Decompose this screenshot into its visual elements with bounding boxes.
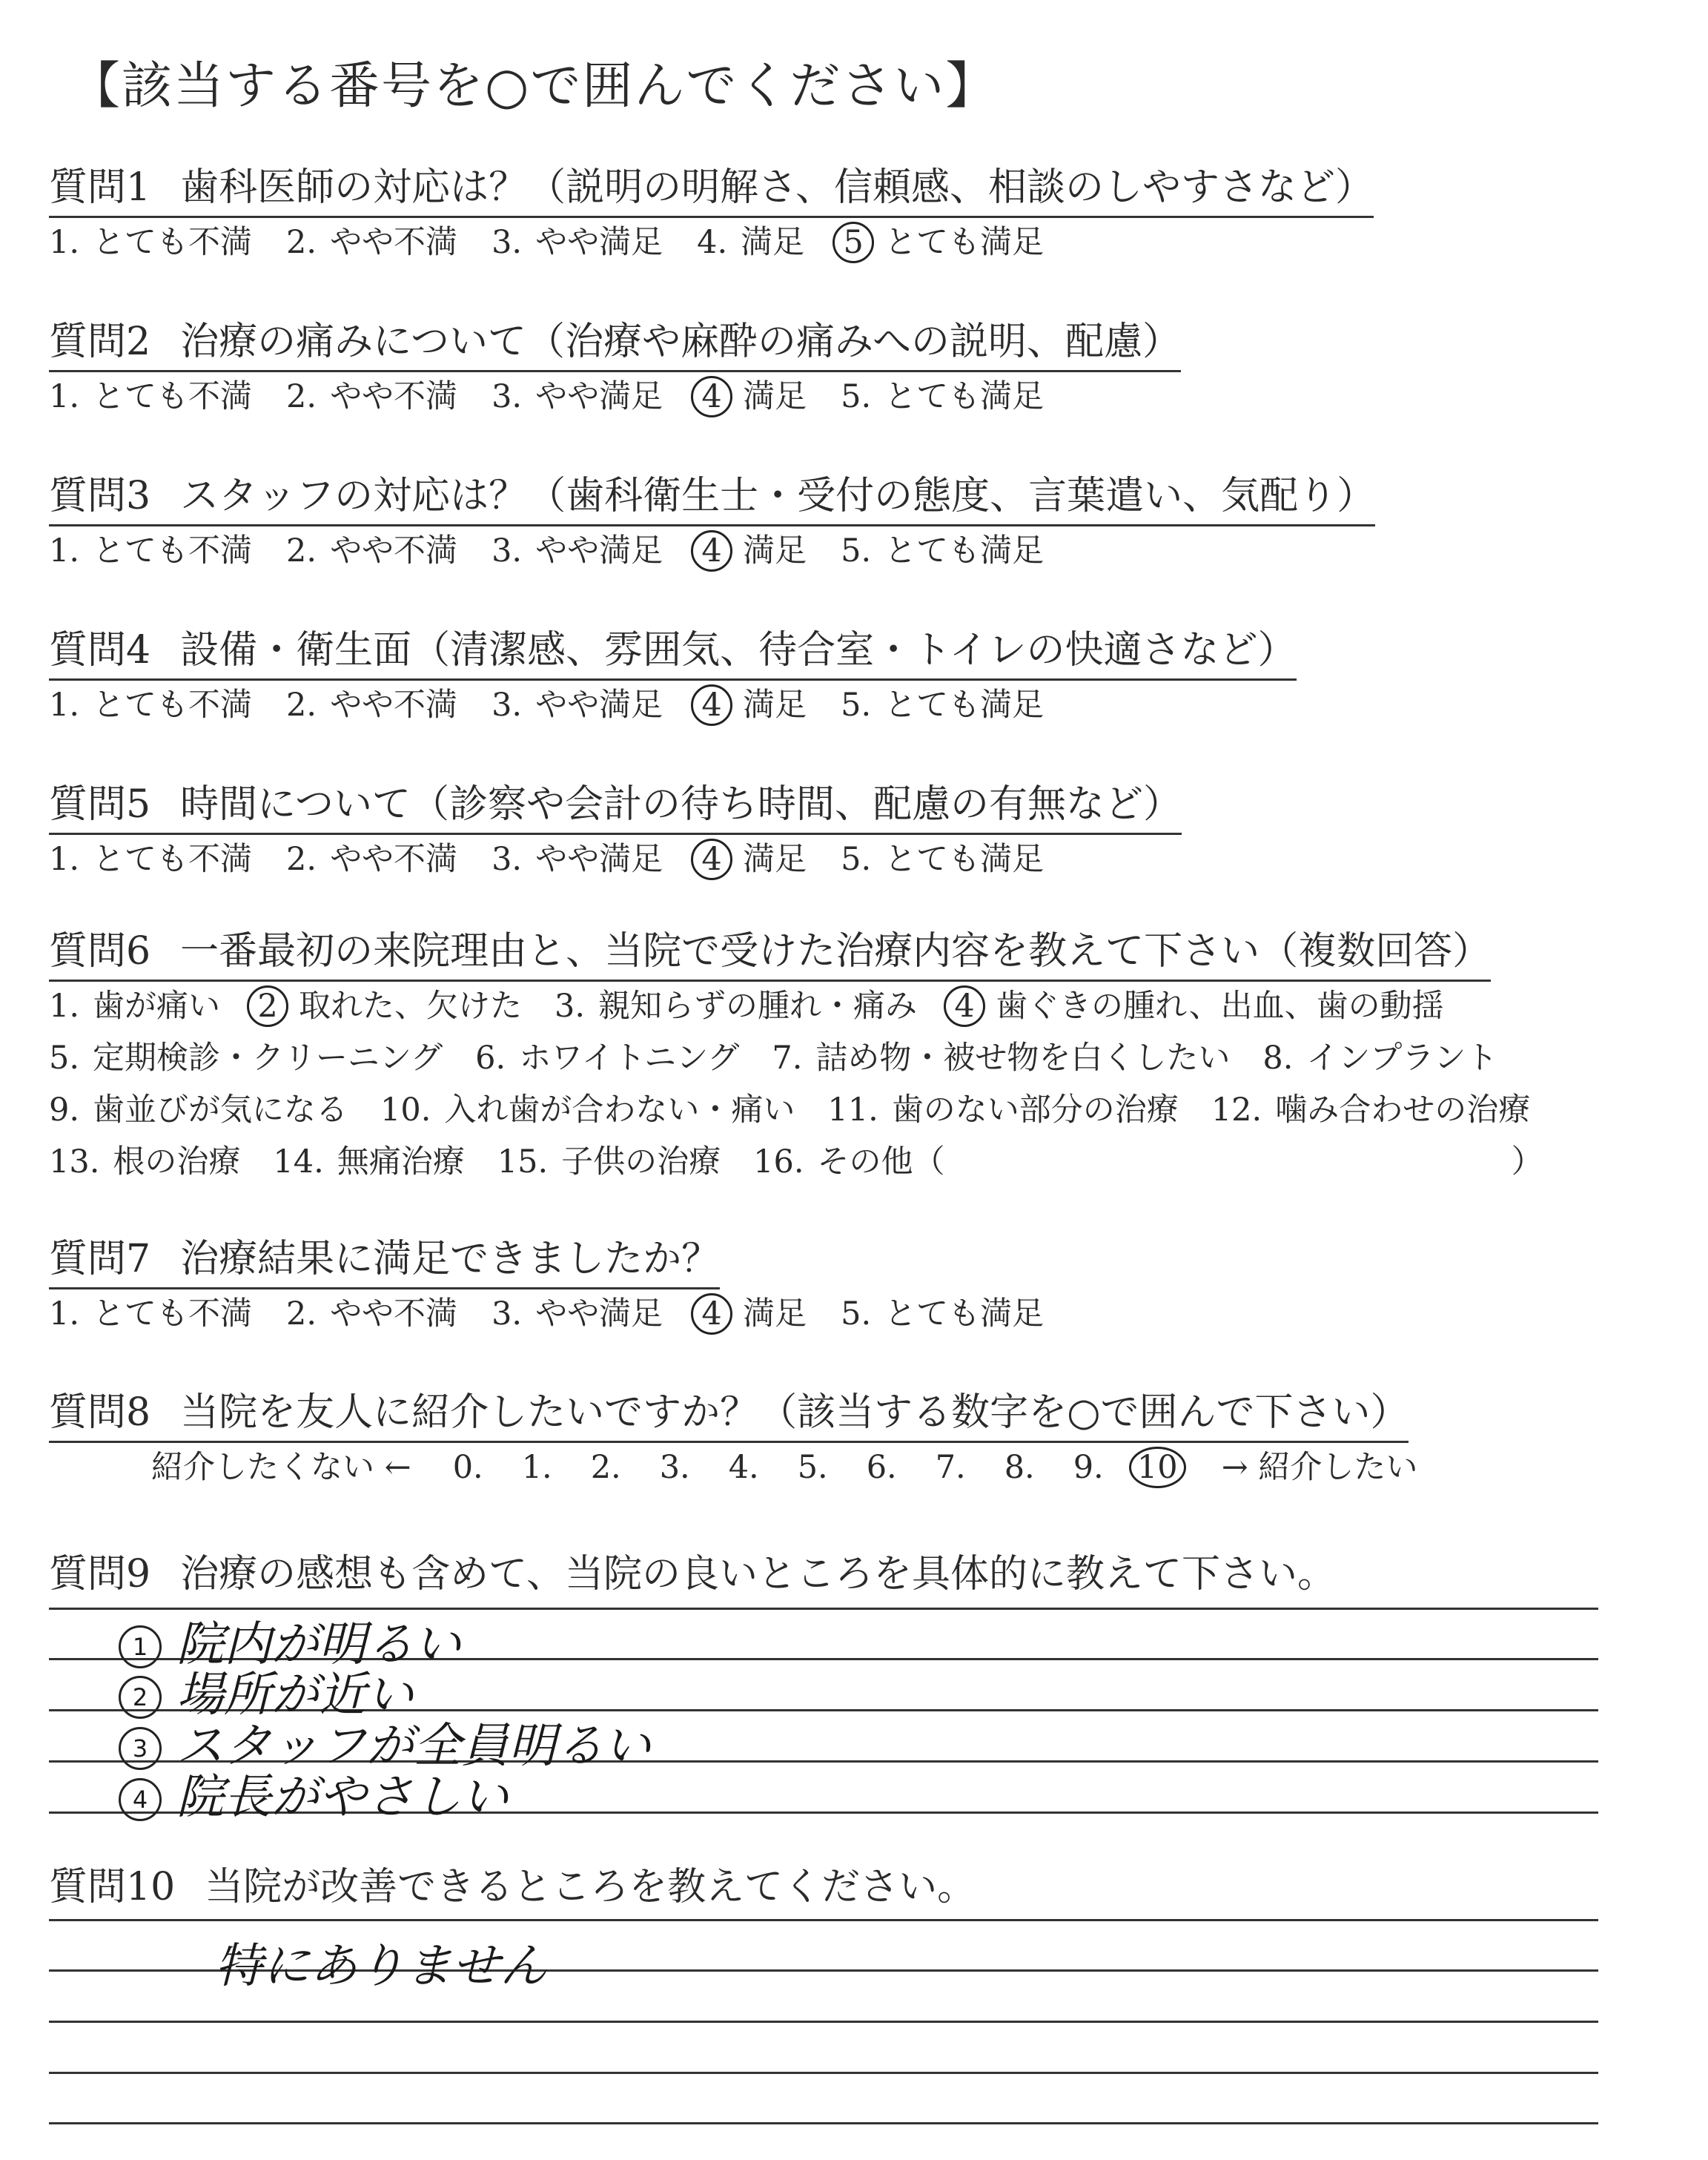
option[interactable] xyxy=(841,526,1044,571)
option-label: 取れた、欠けた xyxy=(299,988,523,1025)
option-number: 1. xyxy=(49,841,80,878)
q2-options xyxy=(49,371,1078,417)
scale-item[interactable] xyxy=(709,1449,778,1486)
selected-option[interactable] xyxy=(253,981,522,1027)
option-number: 4 xyxy=(691,530,732,572)
question-8-heading xyxy=(49,1381,1409,1443)
answer-line xyxy=(49,2072,1598,2074)
selected-option[interactable] xyxy=(697,371,807,417)
scale-item[interactable] xyxy=(1054,1449,1123,1486)
option-number: 14. xyxy=(273,1143,324,1180)
option-label: とても不満 xyxy=(93,687,253,724)
option[interactable] xyxy=(491,371,663,417)
option-label: とても不満 xyxy=(93,841,253,878)
question-number: 質問9 xyxy=(49,1552,151,1596)
option-label: 歯並びが気になる xyxy=(93,1091,348,1129)
selected-option[interactable] xyxy=(950,981,1444,1027)
option[interactable] xyxy=(491,1289,663,1334)
q6-options-row xyxy=(49,1137,1543,1182)
option[interactable] xyxy=(49,1033,443,1078)
option[interactable] xyxy=(827,1085,1178,1130)
option-number: 3. xyxy=(555,988,586,1025)
question-1-heading xyxy=(49,156,1374,218)
answer-text: 場所が近い xyxy=(176,1668,414,1723)
option-label: 無痛治療 xyxy=(337,1143,465,1180)
option-label: やや満足 xyxy=(535,687,663,724)
option-number: 1. xyxy=(49,224,80,261)
option-label: 根の治療 xyxy=(113,1143,241,1180)
option[interactable] xyxy=(475,1033,739,1078)
option-label: ホワイトニング xyxy=(519,1040,740,1077)
option[interactable] xyxy=(841,371,1044,417)
option-number: 5. xyxy=(841,1295,872,1332)
option-number: 6. xyxy=(475,1040,506,1077)
option-number: 12. xyxy=(1211,1091,1262,1129)
option-number: 2. xyxy=(286,687,317,724)
option-label: とても満足 xyxy=(884,224,1045,261)
option[interactable] xyxy=(286,680,457,725)
answer-number: 2 xyxy=(119,1676,162,1719)
option-label: とても不満 xyxy=(93,1295,253,1332)
option[interactable] xyxy=(555,981,917,1026)
option[interactable] xyxy=(49,1085,348,1130)
option-number: 11. xyxy=(827,1091,878,1129)
option-number: 2. xyxy=(286,378,317,415)
question-text: 治療結果に満足できましたか？ xyxy=(180,1237,721,1281)
option[interactable] xyxy=(286,526,457,571)
option-number: 4 xyxy=(691,684,732,726)
option-label: 満足 xyxy=(743,532,807,569)
option-number: 5. xyxy=(841,841,872,878)
option-label: やや満足 xyxy=(535,378,663,415)
question-text: 設備・衛生面（清潔感、雰囲気、待合室・トイレの快適さなど） xyxy=(180,628,1297,673)
option-label: とても満足 xyxy=(884,687,1045,724)
question-number: 質問5 xyxy=(49,782,151,827)
option-label: やや満足 xyxy=(535,1295,663,1332)
option-number: 8. xyxy=(1262,1040,1294,1077)
option-number: 1. xyxy=(49,378,80,415)
scale-item[interactable] xyxy=(778,1449,847,1486)
selected-option[interactable] xyxy=(697,1289,807,1335)
option-label: 満足 xyxy=(743,841,807,878)
option-label: やや満足 xyxy=(535,224,663,261)
option[interactable] xyxy=(286,1289,457,1334)
option[interactable] xyxy=(286,834,457,879)
option[interactable] xyxy=(286,371,457,417)
option[interactable] xyxy=(49,371,252,417)
option[interactable] xyxy=(491,834,663,879)
option-label: 満足 xyxy=(743,687,807,724)
answer-line xyxy=(49,2122,1598,2124)
option-number: 3. xyxy=(491,687,523,724)
option[interactable] xyxy=(49,526,252,571)
scale-value: 1. xyxy=(521,1449,552,1486)
scale-item[interactable] xyxy=(503,1449,572,1486)
option[interactable] xyxy=(1211,1085,1530,1130)
option[interactable] xyxy=(273,1137,464,1182)
answer-line xyxy=(49,1919,1598,1921)
question-text: 当院が改善できるところを教えてください。 xyxy=(205,1865,976,1909)
option-label: とても満足 xyxy=(884,378,1045,415)
question-6-heading xyxy=(49,919,1491,982)
option[interactable] xyxy=(491,680,663,725)
option-number: 2. xyxy=(286,224,317,261)
scale-value: 2. xyxy=(590,1449,621,1486)
question-number: 質問1 xyxy=(49,165,151,210)
option[interactable] xyxy=(491,217,663,262)
option-number: 16. xyxy=(753,1143,804,1180)
option-label: 歯が痛い xyxy=(93,988,221,1025)
option-label: やや満足 xyxy=(535,532,663,569)
scale-value: 5. xyxy=(797,1449,828,1486)
option-number: 4 xyxy=(691,376,732,417)
option-number: 3. xyxy=(491,841,523,878)
scale-value: 8. xyxy=(1004,1449,1035,1486)
option-number: 1. xyxy=(49,532,80,569)
scale-item[interactable] xyxy=(916,1449,985,1486)
question-2-heading xyxy=(49,310,1181,372)
option[interactable] xyxy=(49,680,252,725)
answer-number: 1 xyxy=(119,1625,162,1668)
question-number: 質問3 xyxy=(49,474,151,518)
option-number: 10. xyxy=(380,1091,431,1129)
option-number: 4. xyxy=(697,224,728,261)
scale-item[interactable] xyxy=(572,1449,640,1486)
option-number: 2. xyxy=(286,532,317,569)
option[interactable] xyxy=(49,834,252,879)
scale-value: 10 xyxy=(1129,1447,1186,1488)
scale-item[interactable] xyxy=(434,1449,503,1486)
option-number: 2 xyxy=(247,985,288,1027)
option[interactable] xyxy=(49,1137,240,1182)
question-9-heading xyxy=(49,1542,1336,1602)
option-label: 満足 xyxy=(743,378,807,415)
selected-option[interactable] xyxy=(697,680,807,726)
question-number: 質問10 xyxy=(49,1865,176,1909)
option-number: 9. xyxy=(49,1091,80,1129)
option-label: とても満足 xyxy=(884,532,1045,569)
scale-item-selected[interactable] xyxy=(1123,1449,1192,1486)
option-number: 4 xyxy=(691,1293,732,1335)
option-label: とても不満 xyxy=(93,224,253,261)
option-number: 7. xyxy=(772,1040,803,1077)
question-number: 質問6 xyxy=(49,929,151,974)
scale-value: 4. xyxy=(728,1449,759,1486)
option-label: 歯のない部分の治療 xyxy=(891,1091,1179,1129)
question-text: 一番最初の来院理由と、当院で受けた治療内容を教えて下さい（複数回答） xyxy=(180,929,1492,974)
answer-text: スタッフが全員明るい xyxy=(176,1719,651,1774)
scale-right-label: → 紹介したい xyxy=(1221,1449,1418,1486)
scale-value: 3. xyxy=(659,1449,690,1486)
q6-options-row xyxy=(49,1085,1563,1130)
option-label: やや不満 xyxy=(330,841,458,878)
option-label: とても不満 xyxy=(93,532,253,569)
option[interactable] xyxy=(49,981,220,1026)
question-number: 質問7 xyxy=(49,1237,151,1281)
option-label: やや満足 xyxy=(535,841,663,878)
q10-handwritten-answer: 特にありません xyxy=(215,1939,547,1994)
q3-options xyxy=(49,526,1078,572)
option-label: 入れ歯が合わない・痛い xyxy=(444,1091,795,1129)
option-label: 詰め物・被せ物を白くしたい xyxy=(815,1040,1231,1077)
question-text: スタッフの対応は？（歯科衛生士・受付の態度、言葉遣い、気配り） xyxy=(180,474,1376,518)
option[interactable] xyxy=(497,1137,721,1182)
option-label: 歯ぐきの腫れ、出血、歯の動揺 xyxy=(996,988,1444,1025)
option-number: 3. xyxy=(491,378,523,415)
question-4-heading xyxy=(49,618,1297,681)
question-5-heading xyxy=(49,773,1182,835)
question-text: 当院を友人に紹介したいですか？（該当する数字を○で囲んで下さい） xyxy=(180,1390,1409,1435)
option-number: 15. xyxy=(497,1143,549,1180)
option[interactable] xyxy=(286,217,457,262)
question-3-heading xyxy=(49,464,1375,526)
option-label: 満足 xyxy=(741,224,805,261)
option-label: インプラント xyxy=(1306,1040,1498,1077)
q4-options xyxy=(49,680,1078,726)
option-number: 13. xyxy=(49,1143,100,1180)
option-label: 噛み合わせの治療 xyxy=(1275,1091,1531,1129)
q6-options-row xyxy=(49,1033,1530,1078)
option-number: 5 xyxy=(833,222,874,263)
option[interactable] xyxy=(753,1137,944,1182)
scale-value: 9. xyxy=(1073,1449,1104,1486)
question-10-heading xyxy=(49,1855,976,1915)
question-number: 質問8 xyxy=(49,1390,151,1435)
scale-value: 6. xyxy=(866,1449,897,1486)
q8-scale xyxy=(151,1442,1417,1487)
option-number: 1. xyxy=(49,1295,80,1332)
option-number: 3. xyxy=(491,224,523,261)
option-number: 5. xyxy=(49,1040,80,1077)
option-label: やや不満 xyxy=(330,1295,458,1332)
option[interactable] xyxy=(49,1289,252,1334)
selected-option[interactable] xyxy=(697,526,807,572)
scale-item[interactable] xyxy=(847,1449,916,1486)
option-number: 1. xyxy=(49,687,80,724)
option-label: やや不満 xyxy=(330,378,458,415)
option-label: やや不満 xyxy=(330,532,458,569)
option-label: 定期検診・クリーニング xyxy=(93,1040,443,1077)
option-label: やや不満 xyxy=(330,224,458,261)
scale-item[interactable] xyxy=(985,1449,1054,1486)
option-number: 4 xyxy=(944,985,985,1027)
option-number: 2. xyxy=(286,841,317,878)
q7-options xyxy=(49,1289,1078,1335)
option-label: とても不満 xyxy=(93,378,253,415)
question-text: 治療の痛みについて（治療や麻酔の痛みへの説明、配慮） xyxy=(180,320,1182,364)
option-label: 満足 xyxy=(743,1295,807,1332)
answer-number: 3 xyxy=(119,1727,162,1770)
option[interactable] xyxy=(841,834,1044,879)
answer-text: 院内が明るい xyxy=(176,1617,461,1672)
option-number: 5. xyxy=(841,532,872,569)
answer-number: 4 xyxy=(119,1778,162,1821)
scale-left-label: 紹介したくない ← xyxy=(151,1449,411,1486)
answer-text: 院長がやさしい xyxy=(176,1770,509,1825)
option-number: 3. xyxy=(491,1295,523,1332)
option-number: 2. xyxy=(286,1295,317,1332)
option-label: 親知らずの腫れ・痛み xyxy=(598,988,918,1025)
option-number: 5. xyxy=(841,378,872,415)
q6-options-row xyxy=(49,981,1477,1027)
option-label: 子供の治療 xyxy=(561,1143,721,1180)
option[interactable] xyxy=(841,1289,1044,1334)
q9-handwritten-answer xyxy=(119,1759,509,1827)
option[interactable] xyxy=(380,1085,795,1130)
selected-option[interactable] xyxy=(697,834,807,880)
page-title: 【該当する番号を○で囲んでください】 xyxy=(70,57,998,116)
option[interactable] xyxy=(1262,1033,1497,1078)
question-7-heading xyxy=(49,1227,720,1289)
question-text: 治療の感想も含めて、当院の良いところを具体的に教えて下さい。 xyxy=(180,1552,1337,1596)
question-text: 歯科医師の対応は？（説明の明解さ、信頼感、相談のしやすさなど） xyxy=(180,165,1374,210)
option[interactable] xyxy=(697,217,804,262)
question-text: 時間について（診察や会計の待ち時間、配慮の有無など） xyxy=(180,782,1182,827)
option[interactable] xyxy=(49,217,252,262)
other-close-paren: ） xyxy=(1511,1143,1543,1180)
option-number: 1. xyxy=(49,988,80,1025)
selected-option[interactable] xyxy=(838,217,1044,263)
option-number: 5. xyxy=(841,687,872,724)
option[interactable] xyxy=(841,680,1044,725)
option[interactable] xyxy=(772,1033,1230,1078)
option-label: とても満足 xyxy=(884,1295,1045,1332)
scale-value: 0. xyxy=(452,1449,483,1486)
q1-options xyxy=(49,217,1078,263)
question-number: 質問2 xyxy=(49,320,151,364)
option-number: 3. xyxy=(491,532,523,569)
answer-line xyxy=(49,2021,1598,2023)
option-number: 4 xyxy=(691,839,732,880)
question-number: 質問4 xyxy=(49,628,151,673)
scale-value: 7. xyxy=(935,1449,966,1486)
option-label: やや不満 xyxy=(330,687,458,724)
option-label: とても満足 xyxy=(884,841,1045,878)
scale-item[interactable] xyxy=(640,1449,709,1486)
option-label: その他（ xyxy=(817,1143,945,1180)
option[interactable] xyxy=(491,526,663,571)
q5-options xyxy=(49,834,1078,880)
